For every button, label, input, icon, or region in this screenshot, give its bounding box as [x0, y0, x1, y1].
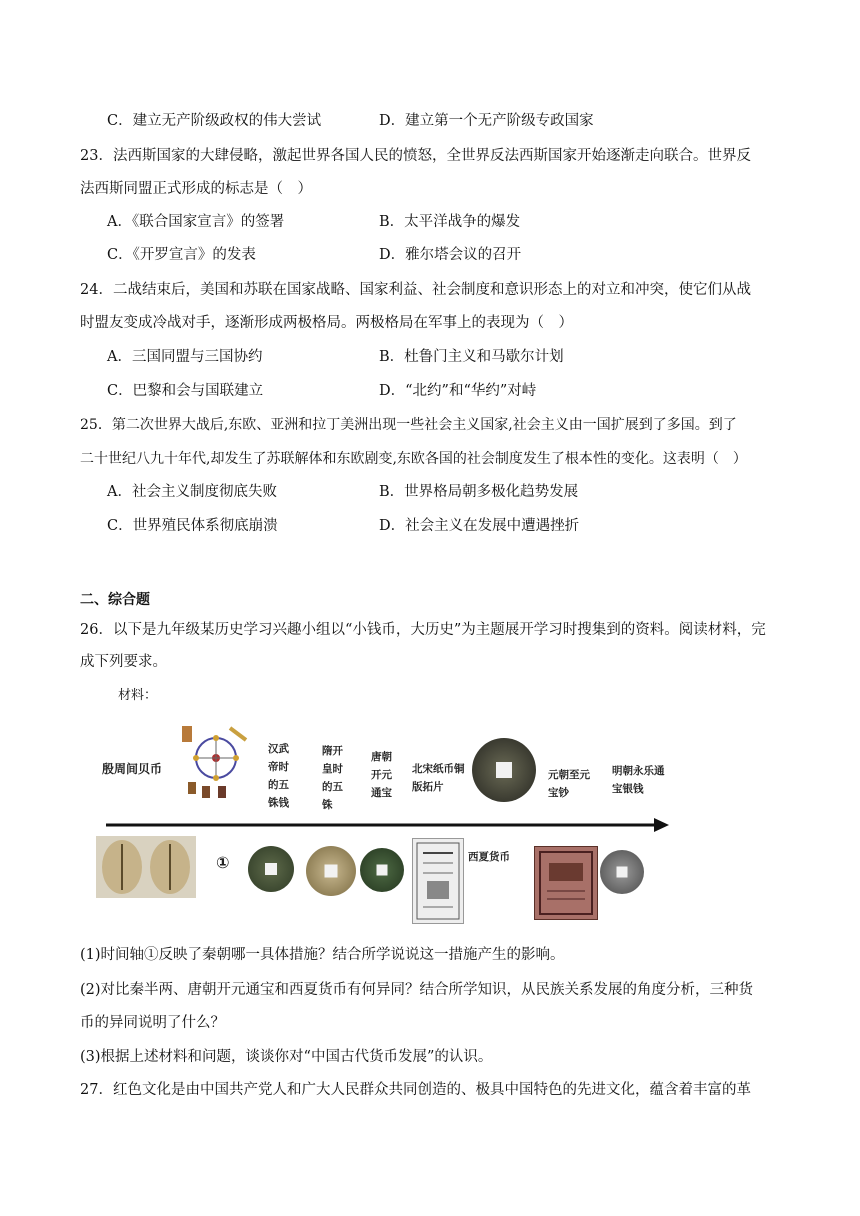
xixia-coin-large-icon [472, 738, 536, 802]
q23-option-a: A．《联合国家宣言》的签署 [107, 214, 285, 230]
q26-sub2-line2: 币的异同说明了什么？ [80, 1015, 225, 1031]
currency-timeline-figure [96, 710, 676, 925]
q24-option-c: C．巴黎和会与国联建立 [107, 383, 264, 399]
section-title: 二、综合题 [80, 592, 150, 608]
q23-option-b: B．太平洋战争的爆发 [379, 214, 521, 230]
song-paper-money-image [412, 838, 464, 924]
q26-stem-line1: 26．以下是九年级某历史学习兴趣小组以“小钱币，大历史”为主题展开学习时搜集到的资料。阅读材料，完 [80, 622, 766, 638]
q25-option-b: B．世界格局朝多极化趋势发展 [379, 484, 579, 500]
q26-stem-line2: 成下列要求。 [80, 654, 167, 670]
q25-stem-line1: 25．第二次世界大战后,东欧、亚洲和拉丁美洲出现一些社会主义国家,社会主义由一国扩展到了多国。到了 [80, 417, 737, 433]
q25-stem-line2: 二十世纪八九十年代,却发生了苏联解体和东欧剧变,东欧各国的社会制度发生了根本性的变化。这表明（ ） [80, 451, 747, 467]
q24-option-b: B．杜鲁门主义和马歇尔计划 [379, 349, 564, 365]
han-wuzhu-coin-icon [248, 846, 294, 892]
q26-sub3: (3)根据上述材料和问题，谈谈你对“中国古代货币发展”的认识。 [80, 1049, 493, 1065]
timeline-marker-1: ① [216, 853, 230, 872]
q27-stem-line1: 27．红色文化是由中国共产党人和广大人民群众共同创造的、极具中国特色的先进文化，蕴含着丰富的革 [80, 1082, 751, 1098]
q25-option-a: A．社会主义制度彻底失败 [107, 484, 277, 500]
label-sui-wuzhu: 隋开皇时的五铢 [322, 745, 343, 811]
q26-sub1: (1)时间轴①反映了秦朝哪一具体措施？结合所学说说这一措施产生的影响。 [80, 947, 565, 963]
shell-money-image [96, 836, 196, 898]
yuan-baochao-image [534, 846, 598, 920]
q24-stem-line2: 时盟友变成冷战对手，逐渐形成两极格局。两极格局在军事上的表现为（ ） [80, 315, 573, 331]
coin-cluster-icon [178, 722, 250, 802]
q22-option-d: D．建立第一个无产阶级专政国家 [379, 113, 594, 129]
timeline-arrow [106, 818, 671, 832]
label-song-paper-money: 北宋纸币铜版拓片 [412, 763, 465, 793]
label-shang-shell-money: 殷周间贝币 [102, 762, 163, 776]
q23-option-d: D．雅尔塔会议的召开 [379, 247, 522, 263]
label-xixia-currency: 西夏货币 [468, 851, 510, 863]
q25-option-c: C．世界殖民体系彻底崩溃 [107, 518, 278, 534]
label-ming-yongle: 明朝永乐通宝银钱 [612, 765, 665, 795]
q23-stem-line2: 法西斯同盟正式形成的标志是（ ） [80, 181, 312, 197]
material-label: 材料： [118, 688, 158, 703]
label-han-wuzhu: 汉武帝时的五铢钱 [268, 743, 289, 809]
q24-option-d: D．“北约”和“华约”对峙 [379, 383, 537, 399]
q25-option-d: D．社会主义在发展中遭遇挫折 [379, 518, 580, 534]
q23-stem-line1: 23．法西斯国家的大肆侵略，激起世界各国人民的愤怒，全世界反法西斯国家开始逐渐走向联合。世界反 [80, 148, 751, 164]
ming-yongle-coin-icon [600, 850, 644, 894]
sui-wuzhu-coin-icon [306, 846, 356, 896]
q26-sub2-line1: (2)对比秦半两、唐朝开元通宝和西夏货币有何异同？结合所学知识，从民族关系发展的角度分析，三种货 [80, 982, 754, 998]
q24-option-a: A．三国同盟与三国协约 [107, 349, 263, 365]
q22-option-c: C．建立无产阶级政权的伟大尝试 [107, 113, 322, 129]
label-yuan-baochao: 元朝至元宝钞 [548, 769, 590, 799]
label-tang-kaiyuan: 唐朝开元通宝 [371, 751, 392, 799]
tang-kaiyuan-coin-icon [360, 848, 404, 892]
q23-option-c: C．《开罗宣言》的发表 [107, 247, 256, 263]
q24-stem-line1: 24．二战结束后，美国和苏联在国家战略、国家利益、社会制度和意识形态上的对立和冲突，使它们从战 [80, 282, 751, 298]
